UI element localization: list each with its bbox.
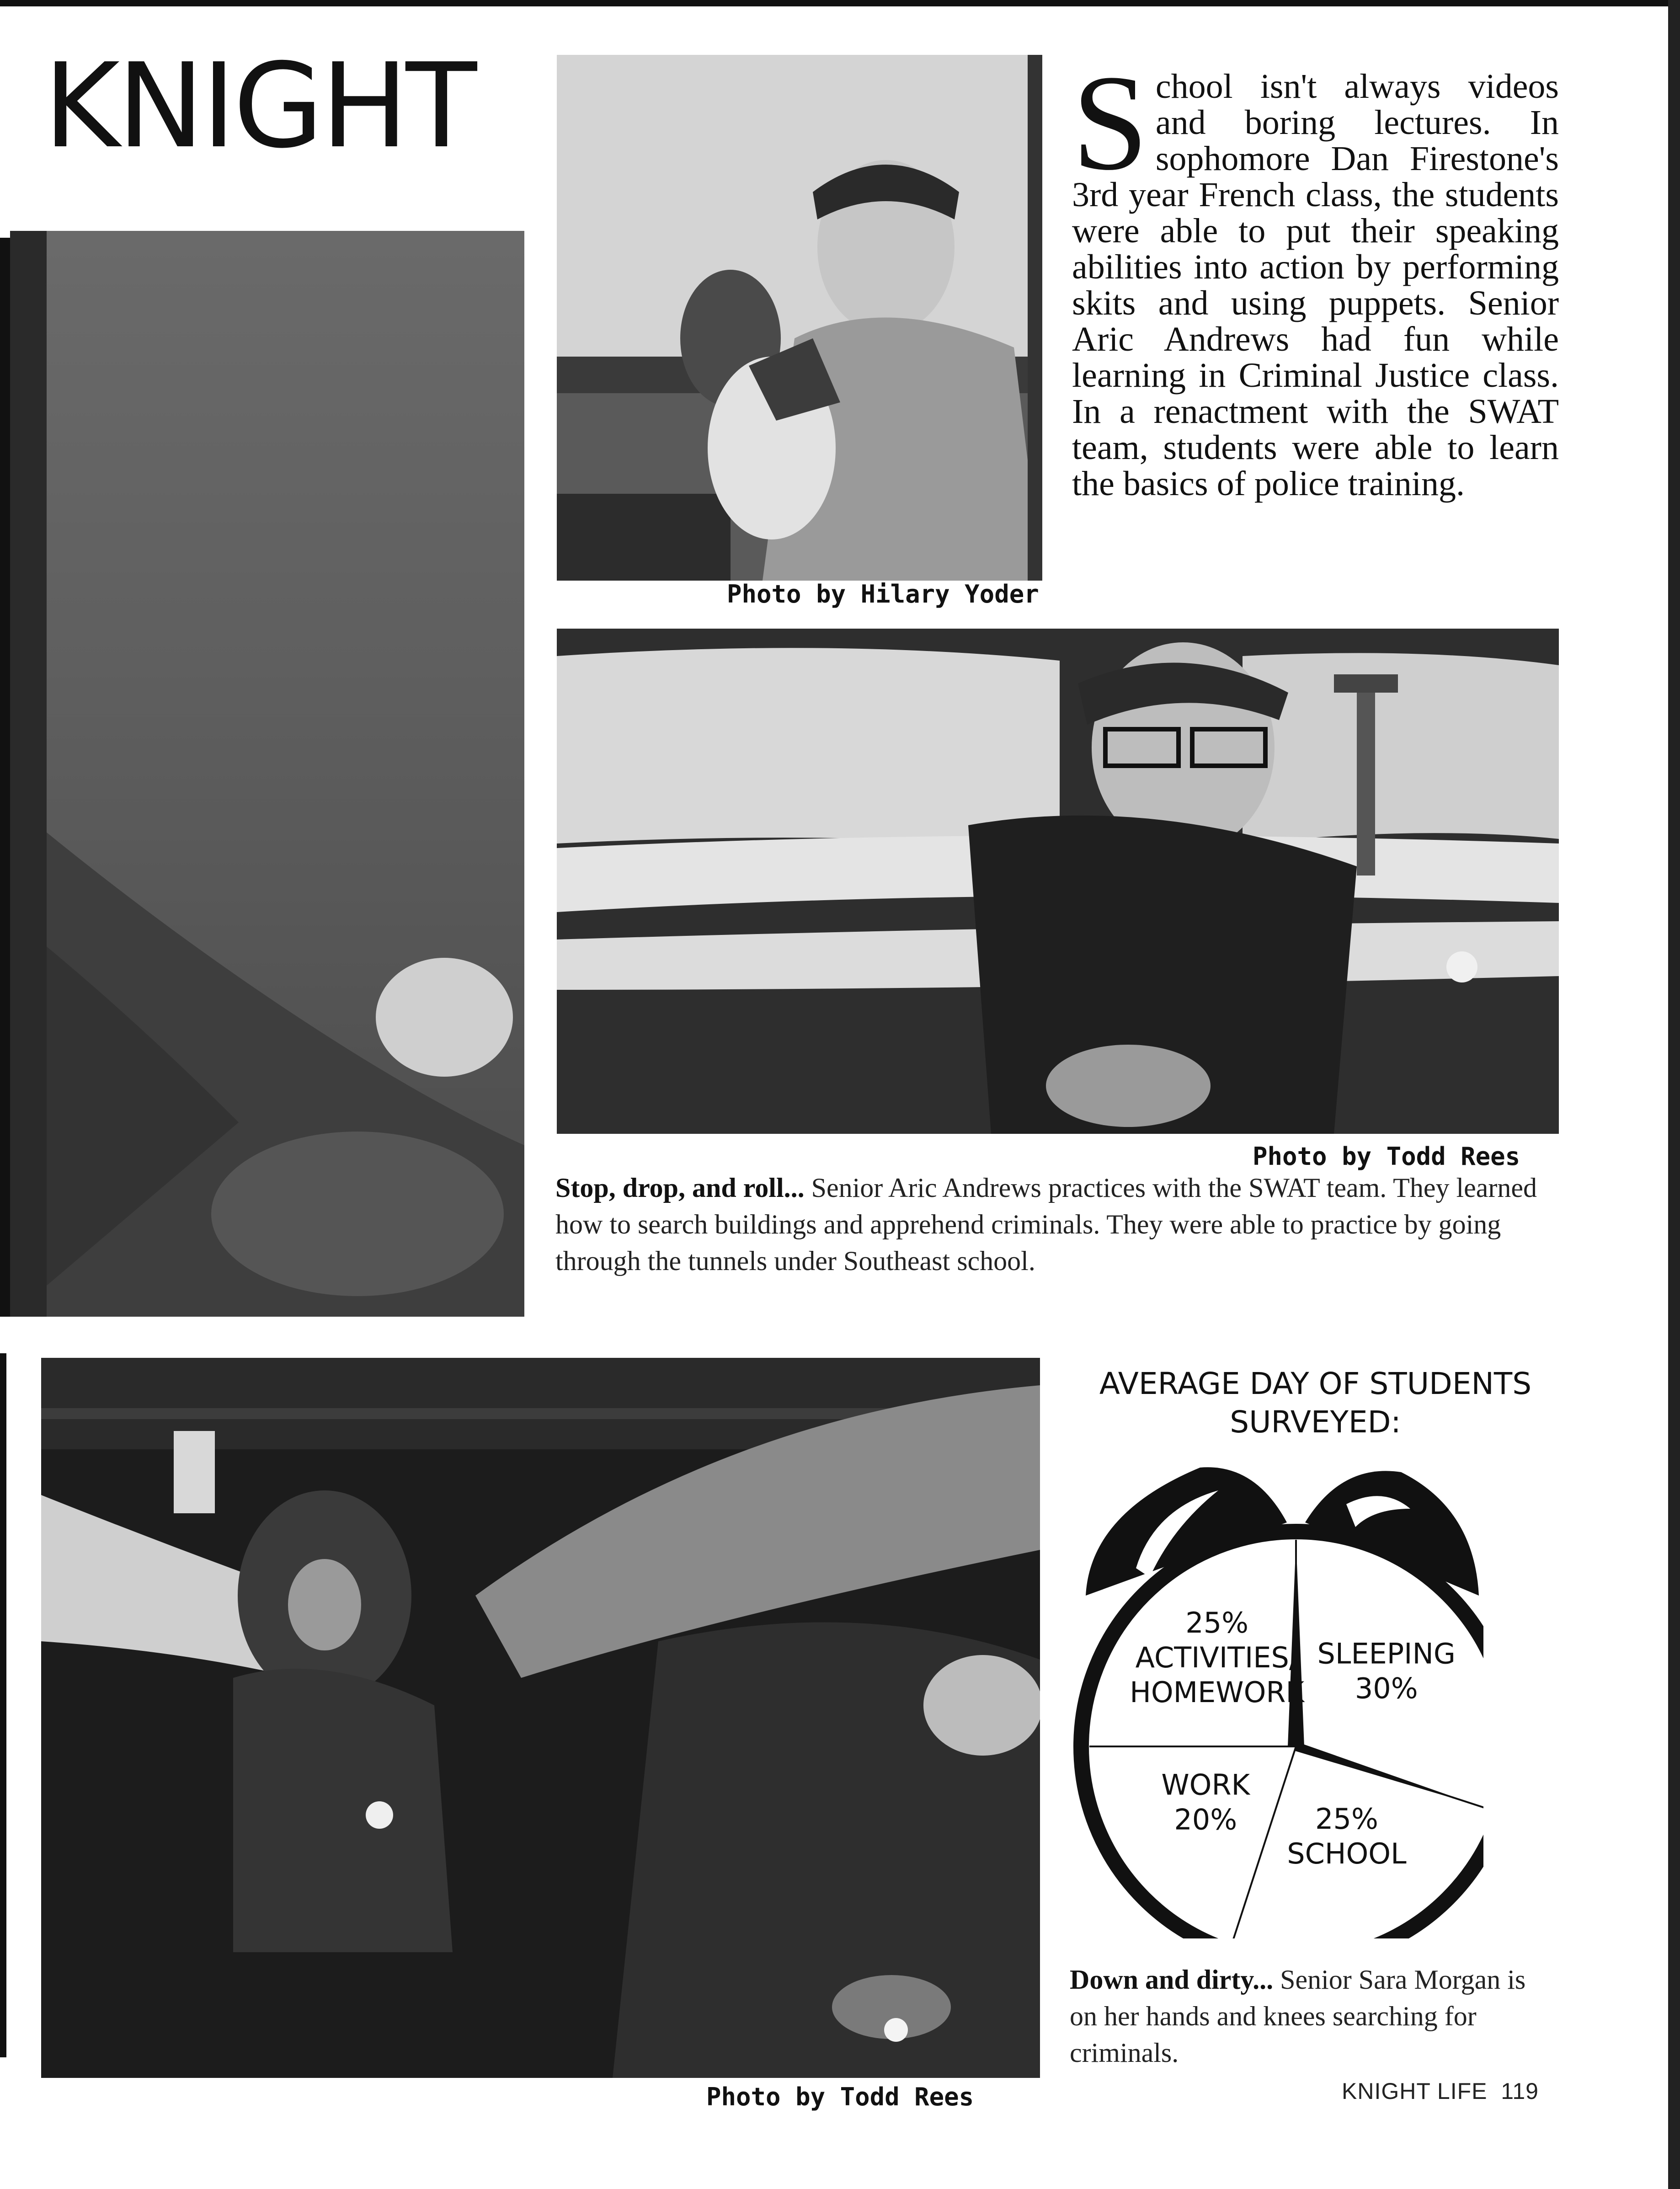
puppet-photo-image	[557, 55, 1042, 581]
slice-label-3-1: ACTIVITIES/	[1135, 1641, 1299, 1675]
crawl-photo-image	[41, 1358, 1040, 2078]
right-page-edge	[1668, 0, 1680, 2189]
intro-paragraph	[1072, 47, 1559, 503]
left-page-edge-lower	[0, 1353, 6, 2057]
tunnel-caption	[555, 1169, 1559, 1279]
page-footer	[1342, 2078, 1539, 2104]
crawl-caption	[1070, 1961, 1559, 2071]
headline: KNIGHT	[43, 38, 475, 174]
left-page-edge-upper	[0, 238, 10, 1317]
slice-label-1-1: SCHOOL	[1287, 1837, 1407, 1870]
left-photo	[10, 231, 524, 1317]
chart-title-line2: SURVEYED:	[1230, 1404, 1401, 1440]
puppet-photo-credit: Photo by Hilary Yoder	[727, 580, 1039, 609]
crawl-photo-credit: Photo by Todd Rees	[706, 2082, 974, 2111]
crawl-caption-lead: Down and dirty...	[1070, 1965, 1274, 1995]
footer-page-number: 119	[1501, 2078, 1539, 2104]
chart-title	[1072, 1365, 1559, 1442]
intro-body: chool isn't always videos and boring lectures. In sophomore Dan Firestone's 3rd year French class, the students were able to put their speaking abilities into action by performing skits and using puppets. Senior Aric Andrews had fun while learning in Criminal Justice class. In a renactment with the SWAT team, students were able to learn the basics of police training.	[1072, 67, 1559, 503]
crawl-caption-body: Senior Sara Morgan is on her hands and knees searching for criminals.	[1070, 1965, 1526, 2068]
clock-face	[1081, 1532, 1483, 1938]
tunnel-photo-image	[557, 629, 1559, 1134]
chart-title-line1: AVERAGE DAY OF STUDENTS	[1099, 1366, 1532, 1401]
slice-label-3-2: HOMEWORK	[1130, 1676, 1305, 1709]
slice-label-2-0: WORK	[1161, 1768, 1250, 1802]
tunnel-caption-lead: Stop, drop, and roll...	[555, 1173, 805, 1203]
footer-section: KNIGHT LIFE	[1342, 2078, 1488, 2104]
top-border	[0, 0, 1680, 6]
slice-label-1-0: 25%	[1315, 1802, 1378, 1836]
alarm-clock-svg	[1072, 1454, 1483, 1938]
tunnel-photo-credit: Photo by Todd Rees	[1253, 1142, 1520, 1171]
tunnel-caption-body: Senior Aric Andrews practices with the SWAT team. They learned how to search buildings and apprehend criminals. They were able to practice by going through the tunnels under Southeast school.	[555, 1173, 1537, 1276]
slice-label-0-1: 30%	[1355, 1671, 1418, 1705]
slice-label-0-0: SLEEPING	[1317, 1637, 1456, 1671]
puppet-photo	[557, 55, 1042, 581]
drop-cap: S	[1072, 47, 1148, 198]
crawl-photo	[41, 1358, 1040, 2078]
slice-label-3-0: 25%	[1185, 1606, 1249, 1640]
alarm-clock-pie-chart	[1072, 1454, 1483, 1938]
clock-rim	[1081, 1532, 1483, 1938]
slice-label-2-1: 20%	[1174, 1803, 1237, 1837]
left-photo-image	[10, 231, 524, 1317]
tunnel-photo	[557, 629, 1559, 1134]
